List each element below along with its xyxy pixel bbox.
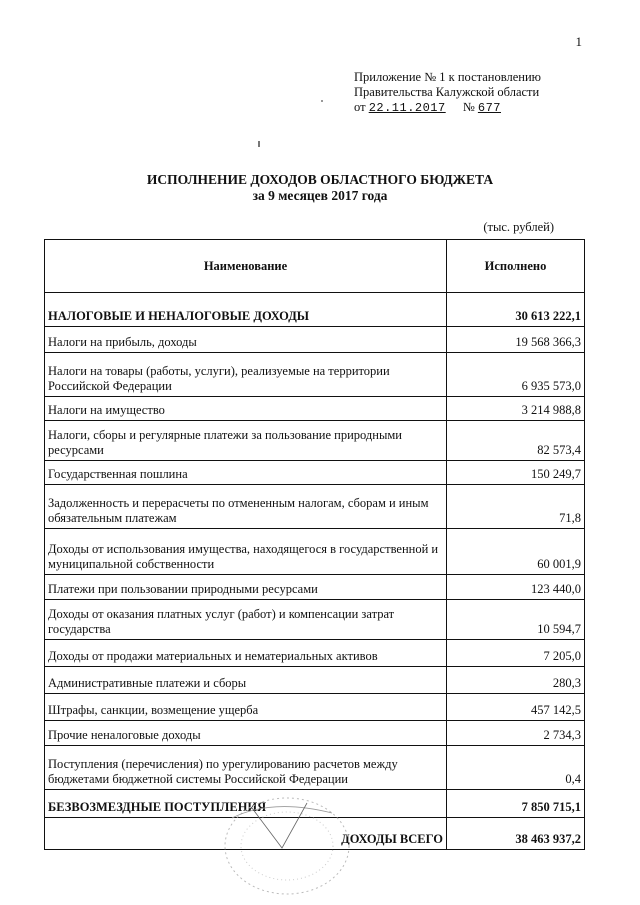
title-line-1: ИСПОЛНЕНИЕ ДОХОДОВ ОБЛАСТНОГО БЮДЖЕТА (146, 172, 494, 187)
row-name: Задолженность и перерасчеты по отмененным налогам, сборам и иным обязательным платежам (45, 485, 447, 529)
row-name: Налоги на имущество (45, 397, 447, 421)
header-value: Исполнено (447, 240, 585, 293)
row-value: 7 205,0 (447, 640, 585, 667)
row-value: 457 142,5 (447, 694, 585, 721)
row-name: Налоги, сборы и регулярные платежи за пользование природными ресурсами (45, 421, 447, 461)
table-row (45, 485, 585, 529)
row-value: 71,8 (447, 485, 585, 529)
row-value: 6 935 573,0 (447, 353, 585, 397)
table-row (45, 421, 585, 461)
row-name: Налоги на товары (работы, услуги), реализуемые на территории Российской Федерации (45, 353, 447, 397)
row-name: Налоги на прибыль, доходы (45, 327, 447, 353)
row-name: Доходы от оказания платных услуг (работ) и компенсации затрат государства (45, 600, 447, 640)
appendix-line-2: Правительства Калужской области (354, 85, 540, 99)
row-name: Административные платежи и сборы (45, 667, 447, 694)
row-name: Штрафы, санкции, возмещение ущерба (45, 694, 447, 721)
date-prefix: от (354, 100, 366, 114)
page-number: 1 (575, 34, 582, 49)
table-row (45, 640, 585, 667)
row-value: 7 850 715,1 (447, 790, 585, 818)
row-value: 60 001,9 (447, 529, 585, 575)
row-name: Платежи при пользовании природными ресурсами (45, 575, 447, 600)
total-label: ДОХОДЫ ВСЕГО (45, 818, 447, 850)
table-row (45, 746, 585, 790)
number-prefix: № (462, 100, 475, 114)
table-row (45, 600, 585, 640)
date-value: 22.11.2017 (368, 101, 446, 115)
appendix-line-1: Приложение № 1 к постановлению (354, 70, 541, 84)
document-title (0, 172, 640, 204)
units-note: (тыс. рублей) (483, 220, 554, 234)
table-row (45, 461, 585, 485)
seal-stamp (212, 788, 362, 898)
header-name: Наименование (45, 240, 447, 293)
row-name: Доходы от продажи материальных и нематериальных активов (45, 640, 447, 667)
row-value: 10 594,7 (447, 600, 585, 640)
row-name: БЕЗВОЗМЕЗДНЫЕ ПОСТУПЛЕНИЯ (45, 790, 447, 818)
appendix-header (354, 70, 541, 116)
row-name: Прочие неналоговые доходы (45, 721, 447, 746)
row-value: 19 568 366,3 (447, 327, 585, 353)
scan-speck (321, 100, 323, 102)
row-value: 280,3 (447, 667, 585, 694)
table-row (45, 721, 585, 746)
row-value: 150 249,7 (447, 461, 585, 485)
table-row (45, 327, 585, 353)
number-value: 677 (477, 101, 501, 115)
revenue-table (44, 239, 585, 850)
title-line-2: за 9 месяцев 2017 года (252, 188, 388, 203)
table-row (45, 353, 585, 397)
total-value: 38 463 937,2 (447, 818, 585, 850)
table-row (45, 397, 585, 421)
row-value: 123 440,0 (447, 575, 585, 600)
table-row (45, 529, 585, 575)
table-row (45, 293, 585, 327)
row-value: 3 214 988,8 (447, 397, 585, 421)
row-name: Государственная пошлина (45, 461, 447, 485)
row-name: Доходы от использования имущества, находящегося в государственной и муниципальной собственности (45, 529, 447, 575)
scan-speck (258, 141, 260, 147)
table-header-row (45, 240, 585, 293)
row-value: 30 613 222,1 (447, 293, 585, 327)
table-row (45, 575, 585, 600)
row-name: НАЛОГОВЫЕ И НЕНАЛОГОВЫЕ ДОХОДЫ (45, 293, 447, 327)
appendix-date-line (354, 100, 541, 116)
row-value: 82 573,4 (447, 421, 585, 461)
row-value: 2 734,3 (447, 721, 585, 746)
row-name: Поступления (перечисления) по урегулированию расчетов между бюджетами бюджетной системы Российской Федерации (45, 746, 447, 790)
row-value: 0,4 (447, 746, 585, 790)
table-row (45, 694, 585, 721)
table-row (45, 667, 585, 694)
